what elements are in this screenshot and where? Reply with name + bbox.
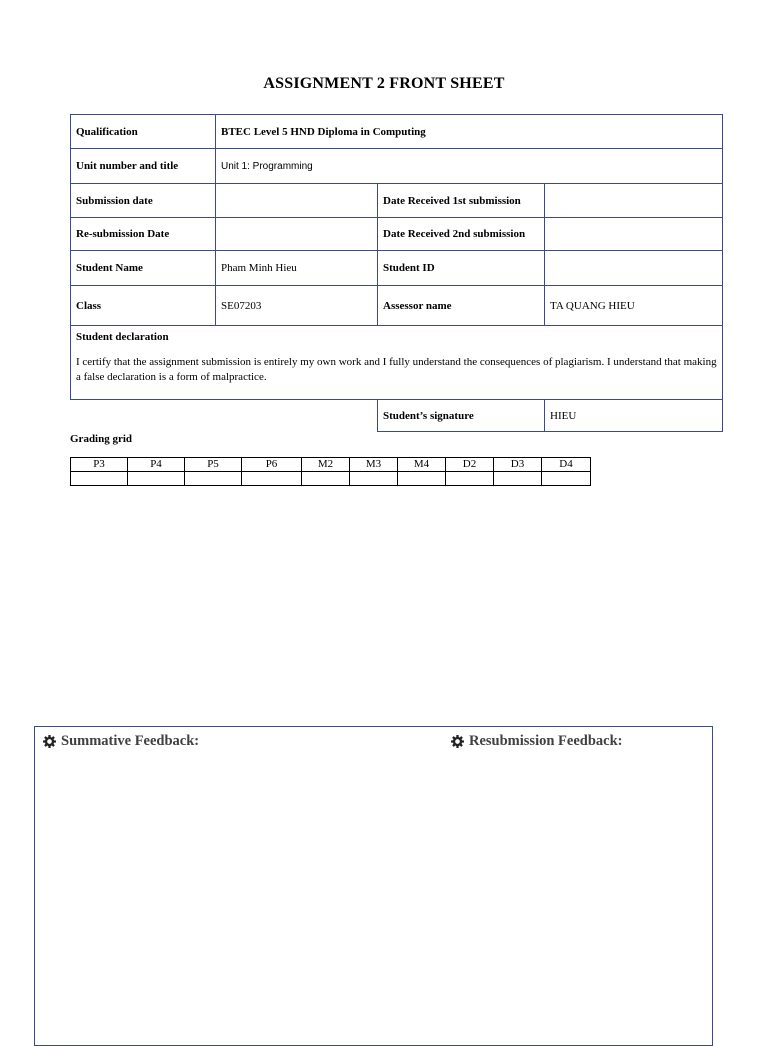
grade-header: D2 bbox=[446, 458, 494, 472]
student-name-label: Student Name bbox=[71, 251, 216, 286]
grade-header: P3 bbox=[71, 458, 128, 472]
student-id-value[interactable] bbox=[545, 251, 723, 286]
date-received-1-label: Date Received 1st submission bbox=[378, 184, 545, 218]
resubmission-row bbox=[71, 218, 723, 251]
grade-header: D3 bbox=[494, 458, 542, 472]
date-received-2-value[interactable] bbox=[545, 218, 723, 251]
submission-date-value[interactable] bbox=[216, 184, 378, 218]
grade-header: M4 bbox=[398, 458, 446, 472]
resubmission-date-value[interactable] bbox=[216, 218, 378, 251]
grade-cell[interactable] bbox=[350, 472, 398, 486]
grade-header: P6 bbox=[242, 458, 302, 472]
declaration-heading: Student declaration bbox=[76, 331, 169, 343]
grade-header: M2 bbox=[302, 458, 350, 472]
signature-value[interactable]: HIEU bbox=[545, 400, 723, 432]
grade-cell[interactable] bbox=[398, 472, 446, 486]
gear-icon bbox=[451, 735, 464, 748]
qualification-label: Qualification bbox=[71, 115, 216, 149]
assessor-value[interactable]: TA QUANG HIEU bbox=[545, 286, 723, 326]
resubmission-date-label: Re-submission Date bbox=[71, 218, 216, 251]
unit-value: Unit 1: Programming bbox=[216, 149, 723, 184]
front-sheet-table bbox=[70, 114, 723, 432]
student-row bbox=[71, 251, 723, 286]
class-label: Class bbox=[71, 286, 216, 326]
page-title: ASSIGNMENT 2 FRONT SHEET bbox=[263, 75, 505, 92]
signature-row bbox=[71, 400, 723, 432]
student-id-label: Student ID bbox=[378, 251, 545, 286]
class-row bbox=[71, 286, 723, 326]
grading-grid bbox=[70, 457, 591, 486]
qualification-row bbox=[71, 115, 723, 149]
unit-label: Unit number and title bbox=[71, 149, 216, 184]
signature-label: Student’s signature bbox=[378, 400, 545, 432]
grade-cell[interactable] bbox=[302, 472, 350, 486]
grade-cell[interactable] bbox=[71, 472, 128, 486]
grade-cell[interactable] bbox=[446, 472, 494, 486]
assessor-label: Assessor name bbox=[378, 286, 545, 326]
submission-row bbox=[71, 184, 723, 218]
declaration-text: I certify that the assignment submission is entirely my own work and I fully understand the consequences of plagiarism. I understand that making a false declaration is a form of malpractice. bbox=[76, 356, 717, 383]
grade-header: D4 bbox=[542, 458, 591, 472]
student-declaration bbox=[71, 326, 723, 400]
grade-cell[interactable] bbox=[542, 472, 591, 486]
grade-cell[interactable] bbox=[494, 472, 542, 486]
unit-row bbox=[71, 149, 723, 184]
date-received-2-label: Date Received 2nd submission bbox=[378, 218, 545, 251]
class-value[interactable]: SE07203 bbox=[216, 286, 378, 326]
qualification-value: BTEC Level 5 HND Diploma in Computing bbox=[216, 115, 723, 149]
grade-header: P4 bbox=[128, 458, 185, 472]
grade-cell[interactable] bbox=[185, 472, 242, 486]
student-name-value[interactable]: Pham Minh Hieu bbox=[216, 251, 378, 286]
submission-date-label: Submission date bbox=[71, 184, 216, 218]
feedback-box[interactable] bbox=[34, 726, 713, 1046]
gear-icon bbox=[43, 735, 56, 748]
declaration-row bbox=[71, 326, 723, 400]
summative-feedback-heading bbox=[43, 733, 199, 750]
signature-spacer bbox=[71, 400, 378, 432]
resubmission-feedback-heading bbox=[451, 733, 622, 750]
grade-cell[interactable] bbox=[128, 472, 185, 486]
grade-cell[interactable] bbox=[242, 472, 302, 486]
grading-header-row bbox=[71, 458, 591, 472]
date-received-1-value[interactable] bbox=[545, 184, 723, 218]
grading-grid-label: Grading grid bbox=[70, 433, 133, 445]
grading-value-row bbox=[71, 472, 591, 486]
resubmission-feedback-label: Resubmission Feedback: bbox=[469, 733, 623, 749]
grade-header: M3 bbox=[350, 458, 398, 472]
grade-header: P5 bbox=[185, 458, 242, 472]
summative-feedback-label: Summative Feedback: bbox=[61, 733, 200, 749]
